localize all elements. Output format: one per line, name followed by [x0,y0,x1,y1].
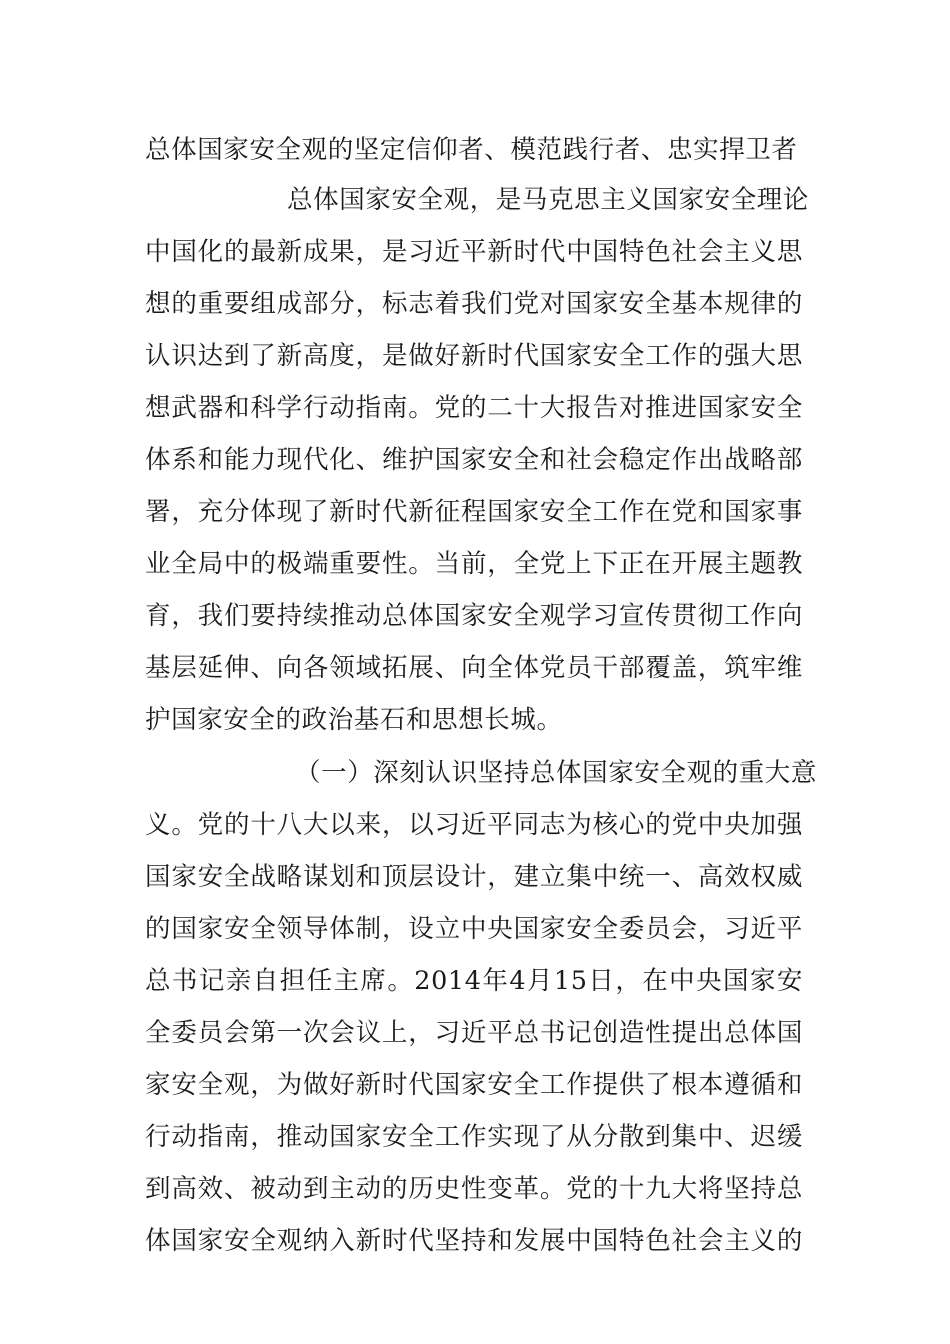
paragraph-line: 国家安全战略谋划和顶层设计，建立集中统一、高效权威 [145,862,803,892]
paragraph-line: 体系和能力现代化、维护国家安全和社会稳定作出战略部 [145,445,803,475]
paragraph-line: 到高效、被动到主动的历史性变革。党的十九大将坚持总 [145,1174,803,1204]
paragraph-line: 的国家安全领导体制，设立中央国家安全委员会，习近平 [145,914,803,944]
section-heading-line: （一）深刻认识坚持总体国家安全观的重大意 [295,758,818,788]
paragraph-line: 义。党的十八大以来，以习近平同志为核心的党中央加强 [145,810,803,840]
paragraph-line: 业全局中的极端重要性。当前，全党上下正在开展主题教 [145,549,803,579]
paragraph-line: 全委员会第一次会议上，习近平总书记创造性提出总体国 [145,1018,803,1048]
paragraph-line: 基层延伸、向各领域拓展、向全体党员干部覆盖，筑牢维 [145,653,803,683]
paragraph-line: 育，我们要持续推动总体国家安全观学习宣传贯彻工作向 [145,601,803,631]
paragraph-line: 体国家安全观纳入新时代坚持和发展中国特色社会主义的 [145,1226,803,1256]
paragraph-line: 想武器和科学行动指南。党的二十大报告对推进国家安全 [145,393,803,423]
paragraph-line: 总体国家安全观，是马克思主义国家安全理论 [287,185,810,215]
paragraph-line: 总书记亲自担任主席。2014年4月15日，在中央国家安 [145,966,803,996]
paragraph-line: 中国化的最新成果，是习近平新时代中国特色社会主义思 [145,237,803,267]
paragraph-line: 行动指南，推动国家安全工作实现了从分散到集中、迟缓 [145,1122,803,1152]
paragraph-line: 想的重要组成部分，标志着我们党对国家安全基本规律的 [145,289,803,319]
paragraph-line: 认识达到了新高度，是做好新时代国家安全工作的强大思 [145,341,803,371]
paragraph-line: 家安全观，为做好新时代国家安全工作提供了根本遵循和 [145,1070,803,1100]
document-title: 总体国家安全观的坚定信仰者、模范践行者、忠实捍卫者 [145,135,798,165]
paragraph-line: 护国家安全的政治基石和思想长城。 [145,705,563,735]
paragraph-line: 署，充分体现了新时代新征程国家安全工作在党和国家事 [145,497,803,527]
